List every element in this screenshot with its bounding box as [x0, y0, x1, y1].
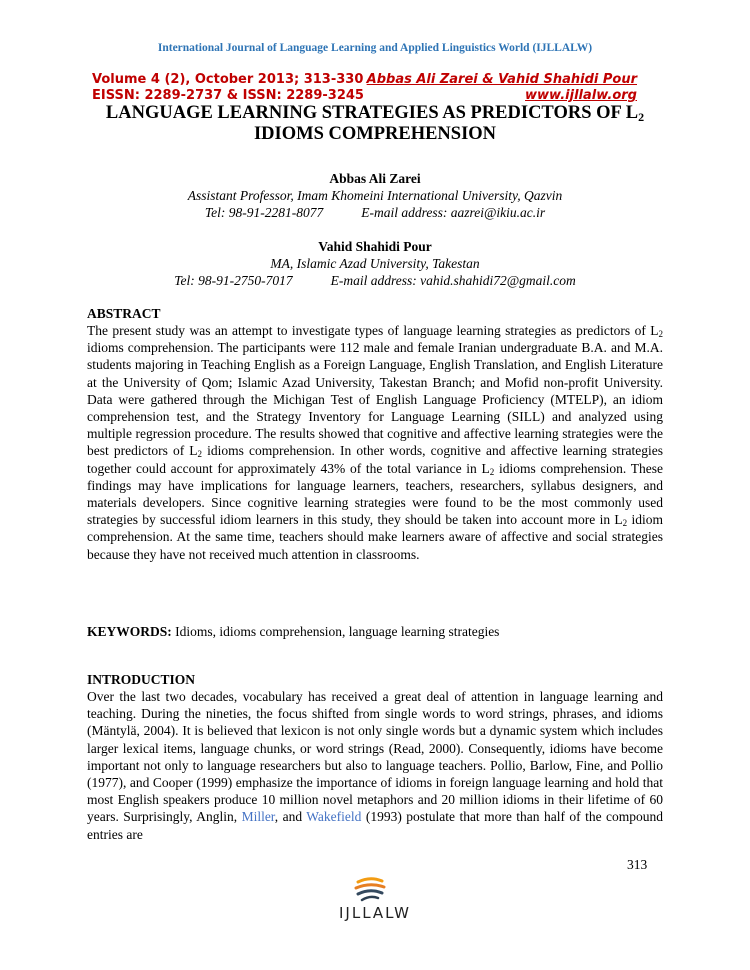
- paper-title: [60, 103, 690, 145]
- page-number: 313: [627, 857, 648, 872]
- volume-info: Volume 4 (2), October 2013; 313-330: [92, 72, 364, 87]
- subscript: 2: [197, 449, 203, 460]
- abstract-text-1: The present study was an attempt to investigate types of language learning strategies as predictors of L: [87, 323, 659, 338]
- keywords-label: KEYWORDS:: [87, 624, 172, 639]
- author1-affiliation: Assistant Professor, Imam Khomeini International University, Qazvin: [187, 188, 563, 203]
- keywords-text: Idioms, idioms comprehension, language learning strategies: [171, 624, 500, 639]
- journal-logo-text: IJLLALW: [339, 904, 411, 922]
- abstract-body: [87, 322, 663, 563]
- abstract-text-5: idiom comprehension. At the same time, teachers should make learners aware of affective and social strategies because they have not received much attention in classrooms.: [87, 512, 663, 562]
- intro-text: Over the last two decades, vocabulary has received a great deal of attention in language learning and teaching. During the nineties, the focus shifted from single words to word strings, phrases, and idioms (Mäntylä, 2004). It is believed that lexicon is not only single words but a dynamic system which includes larger lexical items, language chunks, or word strings (Read, 2000). Consequently, idioms have become important not only to language researchers but also to language teachers. Pollio, Barlow, Fine, and Pollio (1977), and Cooper (1999) emphasize the importance of idioms in foreign language learning and hold that most English speakers produce 10 million novel metaphors and 20 million idioms in their lifetime of 60 years. Surprisingly,: [87, 689, 663, 825]
- author1-name: Abbas Ali Zarei: [329, 171, 421, 186]
- header-row-volume: [92, 72, 637, 88]
- intro-end: (1993) postulate that more than half of the compound entries are: [87, 809, 663, 842]
- title-line2: IDIOMS COMPREHENSION: [253, 124, 497, 144]
- author2-affiliation: MA, Islamic Azad University, Takestan: [270, 256, 480, 271]
- introduction-body: [87, 688, 663, 843]
- abstract-text-3: idioms comprehension. In other words, cognitive and affective learning strategies together could account for approximately 43% of the total variance in L: [87, 443, 663, 476]
- journal-name: International Journal of Language Learning and Applied Linguistics World (IJLLALW): [157, 42, 593, 54]
- subscript: 2: [622, 518, 628, 529]
- author2-name: Vahid Shahidi Pour: [318, 239, 432, 254]
- journal-logo-icon: [352, 876, 388, 902]
- abstract-text-2: idioms comprehension. The participants were 112 male and female Iranian undergraduate B.A. and M.A. students majoring in Teaching English as a Foreign Language, English Translation, and English Literature at the University of Qom; Islamic Azad University, Takestan Branch; and Mofid non-profit University. Data were gathered through the Michigan Test of English Language Proficiency (MTELP), an idiom comprehension test, and the Strategy Inventory for Language Learning (SILL) and analyzed using multiple regression procedure. The results showed that cognitive and affective learning strategies were the best predictors of L: [87, 340, 663, 459]
- title-subscript: 2: [638, 110, 645, 124]
- intro-wakefield: Wakefield: [306, 809, 362, 825]
- issn-info: EISSN: 2289-2737 & ISSN: 2289-3245: [92, 88, 364, 103]
- author2-contact: [60, 272, 690, 289]
- header-row-issn: [92, 88, 637, 104]
- author2-email: E-mail address: vahid.shahidi72@gmail.com: [330, 273, 576, 288]
- subscript: 2: [489, 466, 495, 477]
- intro-anglin: Anglin,: [196, 809, 242, 825]
- intro-miller: Miller: [241, 809, 275, 825]
- introduction-heading: INTRODUCTION: [87, 672, 196, 687]
- abstract-heading: ABSTRACT: [87, 306, 161, 321]
- intro-and: , and: [274, 809, 307, 825]
- authors-short: Abbas Ali Zarei & Vahid Shahidi Pour: [366, 72, 637, 87]
- website-link[interactable]: www.ijllalw.org: [525, 88, 637, 103]
- author1-email: E-mail address: aazrei@ikiu.ac.ir: [361, 205, 546, 220]
- subscript: 2: [658, 329, 663, 339]
- abstract-text-4: idioms comprehension. These findings may have implications for language learners, teachers, researchers, syllabus designers, and materials developers. Since cognitive learning strategies were found to be the most commonly used strategies by successful idiom learners in this study, they should be taken into account more in L: [87, 460, 663, 528]
- title-line1: LANGUAGE LEARNING STRATEGIES AS PREDICTORS OF L: [105, 103, 639, 123]
- author1-tel: Tel: 98-91-2281-8077: [204, 205, 324, 220]
- author1-contact: [60, 204, 690, 221]
- author2-tel: Tel: 98-91-2750-7017: [174, 273, 293, 288]
- keywords: [87, 624, 499, 640]
